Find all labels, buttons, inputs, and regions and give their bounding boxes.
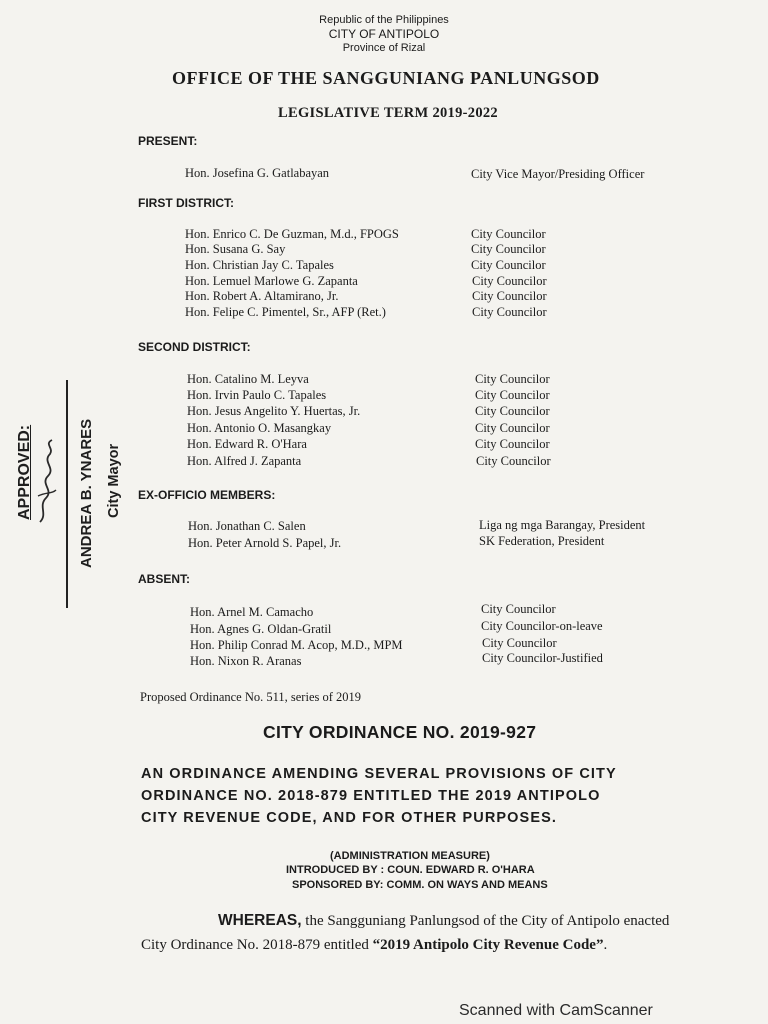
member-row <box>0 289 768 305</box>
member-name: Hon. Edward R. O'Hara <box>187 437 307 451</box>
member-name: Hon. Felipe C. Pimentel, Sr., AFP (Ret.) <box>185 305 386 319</box>
whereas-line-1 <box>218 912 669 930</box>
member-position: City Councilor <box>475 388 550 402</box>
member-row <box>0 421 768 437</box>
whereas-lead: WHEREAS, <box>218 912 302 929</box>
member-row <box>0 242 768 258</box>
member-row <box>0 388 768 404</box>
member-position: City Councilor <box>481 602 556 616</box>
whereas-text: City Ordinance No. 2018-879 entitled <box>141 937 373 953</box>
member-position: City Councilor <box>472 274 547 288</box>
member-position: City Councilor-Justified <box>482 651 603 665</box>
member-position: City Councilor <box>475 372 550 386</box>
member-name: Hon. Irvin Paulo C. Tapales <box>187 388 327 402</box>
member-name: Hon. Robert A. Altamirano, Jr. <box>185 289 339 303</box>
member-position: City Councilor <box>482 636 557 650</box>
member-position: City Councilor-on-leave <box>481 619 603 633</box>
member-position: Liga ng mga Barangay, President <box>479 518 646 532</box>
member-name: Hon. Christian Jay C. Tapales <box>185 258 334 272</box>
member-position: City Councilor <box>475 404 550 418</box>
member-row <box>0 227 768 243</box>
member-name: Hon. Peter Arnold S. Papel, Jr. <box>188 536 342 550</box>
member-row <box>0 619 768 638</box>
approved-label: APPROVED: <box>16 424 33 520</box>
office-title: OFFICE OF THE SANGGUNIANG PANLUNGSOD <box>172 68 600 88</box>
present-heading: PRESENT: <box>138 134 198 148</box>
member-row <box>0 651 768 670</box>
member-row <box>0 166 768 182</box>
member-position: City Vice Mayor/Presiding Officer <box>471 167 645 181</box>
member-position: City Councilor <box>475 437 550 451</box>
member-name: Hon. Agnes G. Oldan-Gratil <box>190 622 332 636</box>
member-position: City Councilor <box>471 227 546 241</box>
sponsored-by: SPONSORED BY: COMM. ON WAYS AND MEANS <box>292 879 548 891</box>
member-row <box>0 404 768 420</box>
ordinance-desc-line: CITY REVENUE CODE, AND FOR OTHER PURPOSES. <box>141 810 557 826</box>
province-line: Province of Rizal <box>342 42 426 54</box>
member-name: Hon. Jonathan C. Salen <box>188 519 306 533</box>
whereas-line-2 <box>141 937 607 954</box>
ordinance-desc-line: ORDINANCE NO. 2018-879 ENTITLED THE 2019 ANTIPOLO <box>141 788 601 804</box>
member-position: City Councilor <box>471 258 546 272</box>
member-position: City Councilor <box>475 421 550 435</box>
member-name: Hon. Alfred J. Zapanta <box>187 454 302 468</box>
scanner-watermark: Scanned with CamScanner <box>459 1002 653 1019</box>
whereas-code-name: “2019 Antipolo City Revenue Code” <box>372 937 604 953</box>
ex-officio-heading: EX-OFFICIO MEMBERS: <box>138 488 276 502</box>
mayor-name: ANDREA B. YNARES <box>78 418 95 568</box>
member-name: Hon. Lemuel Marlowe G. Zapanta <box>185 274 358 288</box>
member-name: Hon. Antonio O. Masangkay <box>187 421 332 435</box>
member-name: Hon. Arnel M. Camacho <box>190 605 314 619</box>
member-position: City Councilor <box>472 305 547 319</box>
margin-signature-line <box>66 380 68 608</box>
member-name: Hon. Enrico C. De Guzman, M.d., FPOGS <box>185 227 399 241</box>
ordinance-desc-line: AN ORDINANCE AMENDING SEVERAL PROVISIONS OF CITY <box>141 766 617 782</box>
member-position: City Councilor <box>471 242 546 256</box>
member-name: Hon. Catalino M. Leyva <box>187 372 309 386</box>
mayor-title: City Mayor <box>106 443 122 518</box>
member-position: City Councilor <box>472 289 547 303</box>
member-name: Hon. Nixon R. Aranas <box>190 654 302 668</box>
whereas-end: . <box>603 937 608 953</box>
republic-line: Republic of the Philippines <box>319 14 449 26</box>
first-district-heading: FIRST DISTRICT: <box>138 196 234 210</box>
member-name: Hon. Jesus Angelito Y. Huertas, Jr. <box>187 404 361 418</box>
second-district-heading: SECOND DISTRICT: <box>138 340 251 354</box>
ordinance-title: CITY ORDINANCE NO. 2019-927 <box>263 722 537 742</box>
introduced-by: INTRODUCED BY : COUN. EDWARD R. O'HARA <box>286 864 535 876</box>
measure-type: (ADMINISTRATION MEASURE) <box>330 850 490 862</box>
proposed-ordinance: Proposed Ordinance No. 511, series of 2019 <box>140 690 362 704</box>
member-position: City Councilor <box>476 454 551 468</box>
member-position: SK Federation, President <box>479 534 605 548</box>
member-row <box>0 519 768 535</box>
absent-heading: ABSENT: <box>138 572 191 586</box>
member-name: Hon. Philip Conrad M. Acop, M.D., MPM <box>190 638 403 652</box>
member-row <box>0 602 768 621</box>
city-line: CITY OF ANTIPOLO <box>328 27 440 41</box>
mayor-signature <box>34 436 60 528</box>
member-name: Hon. Josefina G. Gatlabayan <box>185 166 330 180</box>
whereas-text: the Sangguniang Panlungsod of the City of Antipolo enacted <box>301 913 670 929</box>
member-row <box>0 274 768 290</box>
member-row <box>0 258 768 274</box>
member-name: Hon. Susana G. Say <box>185 242 286 256</box>
member-row <box>0 305 768 321</box>
member-row <box>0 372 768 388</box>
member-row <box>0 536 768 552</box>
member-row <box>0 638 768 654</box>
legislative-term: LEGISLATIVE TERM 2019-2022 <box>278 105 498 121</box>
